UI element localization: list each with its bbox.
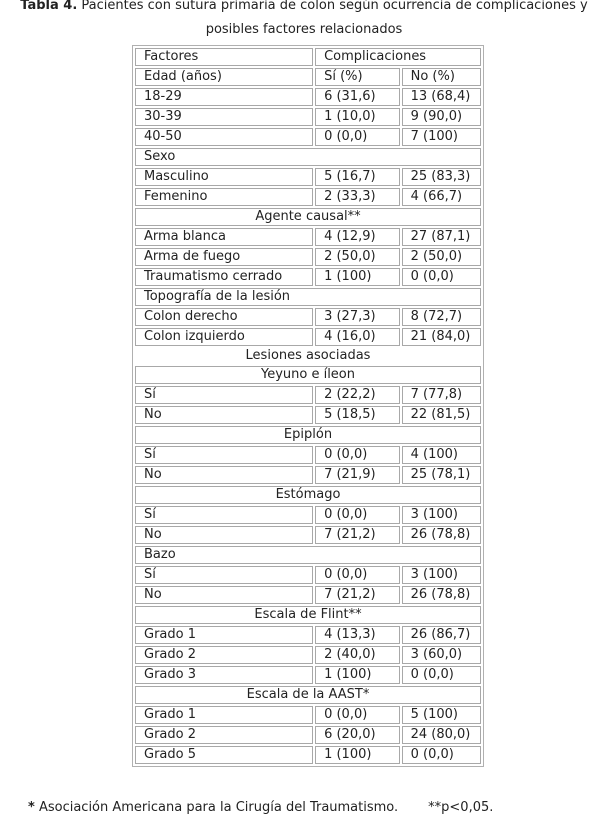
table-row xyxy=(135,626,481,644)
table-row xyxy=(135,248,481,266)
row-label: Grado 2 xyxy=(135,646,313,664)
cell-si: 0 (0,0) xyxy=(315,506,400,524)
cell-no: 3 (60,0) xyxy=(402,646,481,664)
cell-si: 2 (33,3) xyxy=(315,188,400,206)
cell-si: 1 (100) xyxy=(315,666,400,684)
row-label: Traumatismo cerrado xyxy=(135,268,313,286)
cell-si: 4 (13,3) xyxy=(315,626,400,644)
table-row xyxy=(135,308,481,326)
section-row xyxy=(135,148,481,166)
cell-no: 26 (86,7) xyxy=(402,626,481,644)
table-row xyxy=(135,506,481,524)
section-label: Bazo xyxy=(135,546,481,564)
table-row xyxy=(135,726,481,744)
row-label: Sí xyxy=(135,506,313,524)
cell-no: 7 (100) xyxy=(402,128,481,146)
section-row xyxy=(135,208,481,226)
section-row xyxy=(135,686,481,704)
cell-si: 1 (100) xyxy=(315,268,400,286)
table-row xyxy=(135,386,481,404)
header-no: No (%) xyxy=(402,68,481,86)
header-row-2 xyxy=(135,68,481,86)
row-label: No xyxy=(135,586,313,604)
cell-si: 2 (50,0) xyxy=(315,248,400,266)
cell-si: 0 (0,0) xyxy=(315,566,400,584)
table-row xyxy=(135,128,481,146)
caption-text-1: Pacientes con sutura primaria de colon según ocurrencia de complicaciones y xyxy=(77,0,588,13)
cell-si: 6 (20,0) xyxy=(315,726,400,744)
cell-no: 25 (83,3) xyxy=(402,168,481,186)
table-row xyxy=(135,466,481,484)
cell-no: 13 (68,4) xyxy=(402,88,481,106)
cell-si: 1 (100) xyxy=(315,746,400,764)
cell-si: 5 (16,7) xyxy=(315,168,400,186)
cell-no: 3 (100) xyxy=(402,506,481,524)
row-label: Grado 1 xyxy=(135,626,313,644)
cell-no: 4 (100) xyxy=(402,446,481,464)
cell-no: 22 (81,5) xyxy=(402,406,481,424)
header-factores: Factores xyxy=(135,48,313,66)
section-row xyxy=(135,546,481,564)
cell-no: 0 (0,0) xyxy=(402,666,481,684)
table-row xyxy=(135,646,481,664)
row-label: Grado 3 xyxy=(135,666,313,684)
row-label: Grado 1 xyxy=(135,706,313,724)
table-row xyxy=(135,168,481,186)
cell-si: 7 (21,9) xyxy=(315,466,400,484)
cell-no: 2 (50,0) xyxy=(402,248,481,266)
header-si: Sí (%) xyxy=(315,68,400,86)
section-label: Escala de la AAST* xyxy=(135,686,481,704)
row-label: Grado 2 xyxy=(135,726,313,744)
table-row xyxy=(135,108,481,126)
cell-si: 0 (0,0) xyxy=(315,446,400,464)
section-row xyxy=(135,366,481,384)
footnote-pvalue: **p<0,05. xyxy=(428,800,494,815)
section-row xyxy=(135,348,481,364)
table-row xyxy=(135,586,481,604)
row-label: No xyxy=(135,466,313,484)
cell-si: 5 (18,5) xyxy=(315,406,400,424)
cell-no: 21 (84,0) xyxy=(402,328,481,346)
cell-no: 5 (100) xyxy=(402,706,481,724)
section-label: Epiplón xyxy=(135,426,481,444)
cell-no: 26 (78,8) xyxy=(402,586,481,604)
row-label: Colon derecho xyxy=(135,308,313,326)
data-table xyxy=(132,45,484,767)
caption-label: Tabla 4. xyxy=(20,0,78,13)
row-label: No xyxy=(135,406,313,424)
cell-si: 4 (12,9) xyxy=(315,228,400,246)
cell-si: 2 (22,2) xyxy=(315,386,400,404)
cell-si: 6 (31,6) xyxy=(315,88,400,106)
table-row xyxy=(135,526,481,544)
section-row xyxy=(135,426,481,444)
cell-si: 3 (27,3) xyxy=(315,308,400,326)
cell-no: 24 (80,0) xyxy=(402,726,481,744)
cell-no: 7 (77,8) xyxy=(402,386,481,404)
row-label: Femenino xyxy=(135,188,313,206)
footnote-text: Asociación Americana para la Cirugía del Traumatismo. xyxy=(34,800,399,815)
section-label: Estómago xyxy=(135,486,481,504)
cell-no: 26 (78,8) xyxy=(402,526,481,544)
row-label: Masculino xyxy=(135,168,313,186)
row-label: 18-29 xyxy=(135,88,313,106)
header-edad: Edad (años) xyxy=(135,68,313,86)
table-row xyxy=(135,228,481,246)
section-label: Lesiones asociadas xyxy=(245,348,371,363)
table-row xyxy=(135,706,481,724)
section-label: Escala de Flint** xyxy=(135,606,481,624)
table-row xyxy=(135,566,481,584)
table-row xyxy=(135,88,481,106)
cell-no: 0 (0,0) xyxy=(402,268,481,286)
cell-si: 0 (0,0) xyxy=(315,706,400,724)
cell-no: 0 (0,0) xyxy=(402,746,481,764)
row-label: Sí xyxy=(135,566,313,584)
row-label: No xyxy=(135,526,313,544)
cell-no: 8 (72,7) xyxy=(402,308,481,326)
cell-no: 25 (78,1) xyxy=(402,466,481,484)
caption-line-2: posibles factores relacionados xyxy=(205,22,403,37)
cell-si: 0 (0,0) xyxy=(315,128,400,146)
row-label: Colon izquierdo xyxy=(135,328,313,346)
row-label: 30-39 xyxy=(135,108,313,126)
caption-line-1 xyxy=(0,0,608,17)
section-label: Sexo xyxy=(135,148,481,166)
row-label: Arma de fuego xyxy=(135,248,313,266)
section-row xyxy=(135,288,481,306)
cell-no: 27 (87,1) xyxy=(402,228,481,246)
cell-si: 7 (21,2) xyxy=(315,526,400,544)
table-row xyxy=(135,268,481,286)
table-row xyxy=(135,746,481,764)
cell-no: 9 (90,0) xyxy=(402,108,481,126)
row-label: Grado 5 xyxy=(135,746,313,764)
header-complicaciones: Complicaciones xyxy=(315,48,481,66)
section-label: Agente causal** xyxy=(135,208,481,226)
header-row-1 xyxy=(135,48,481,66)
table-row xyxy=(135,328,481,346)
row-label: Sí xyxy=(135,386,313,404)
cell-si: 1 (10,0) xyxy=(315,108,400,126)
footnote-star: * xyxy=(28,800,35,815)
section-label: Topografía de la lesión xyxy=(135,288,481,306)
table-row xyxy=(135,446,481,464)
table-row xyxy=(135,406,481,424)
cell-no: 4 (66,7) xyxy=(402,188,481,206)
table-body xyxy=(135,48,481,764)
section-row xyxy=(135,486,481,504)
table-row xyxy=(135,666,481,684)
section-row xyxy=(135,606,481,624)
table-row xyxy=(135,188,481,206)
cell-si: 7 (21,2) xyxy=(315,586,400,604)
section-label: Yeyuno e íleon xyxy=(135,366,481,384)
row-label: Arma blanca xyxy=(135,228,313,246)
cell-si: 2 (40,0) xyxy=(315,646,400,664)
row-label: 40-50 xyxy=(135,128,313,146)
row-label: Sí xyxy=(135,446,313,464)
cell-si: 4 (16,0) xyxy=(315,328,400,346)
cell-no: 3 (100) xyxy=(402,566,481,584)
footnote xyxy=(28,800,493,815)
